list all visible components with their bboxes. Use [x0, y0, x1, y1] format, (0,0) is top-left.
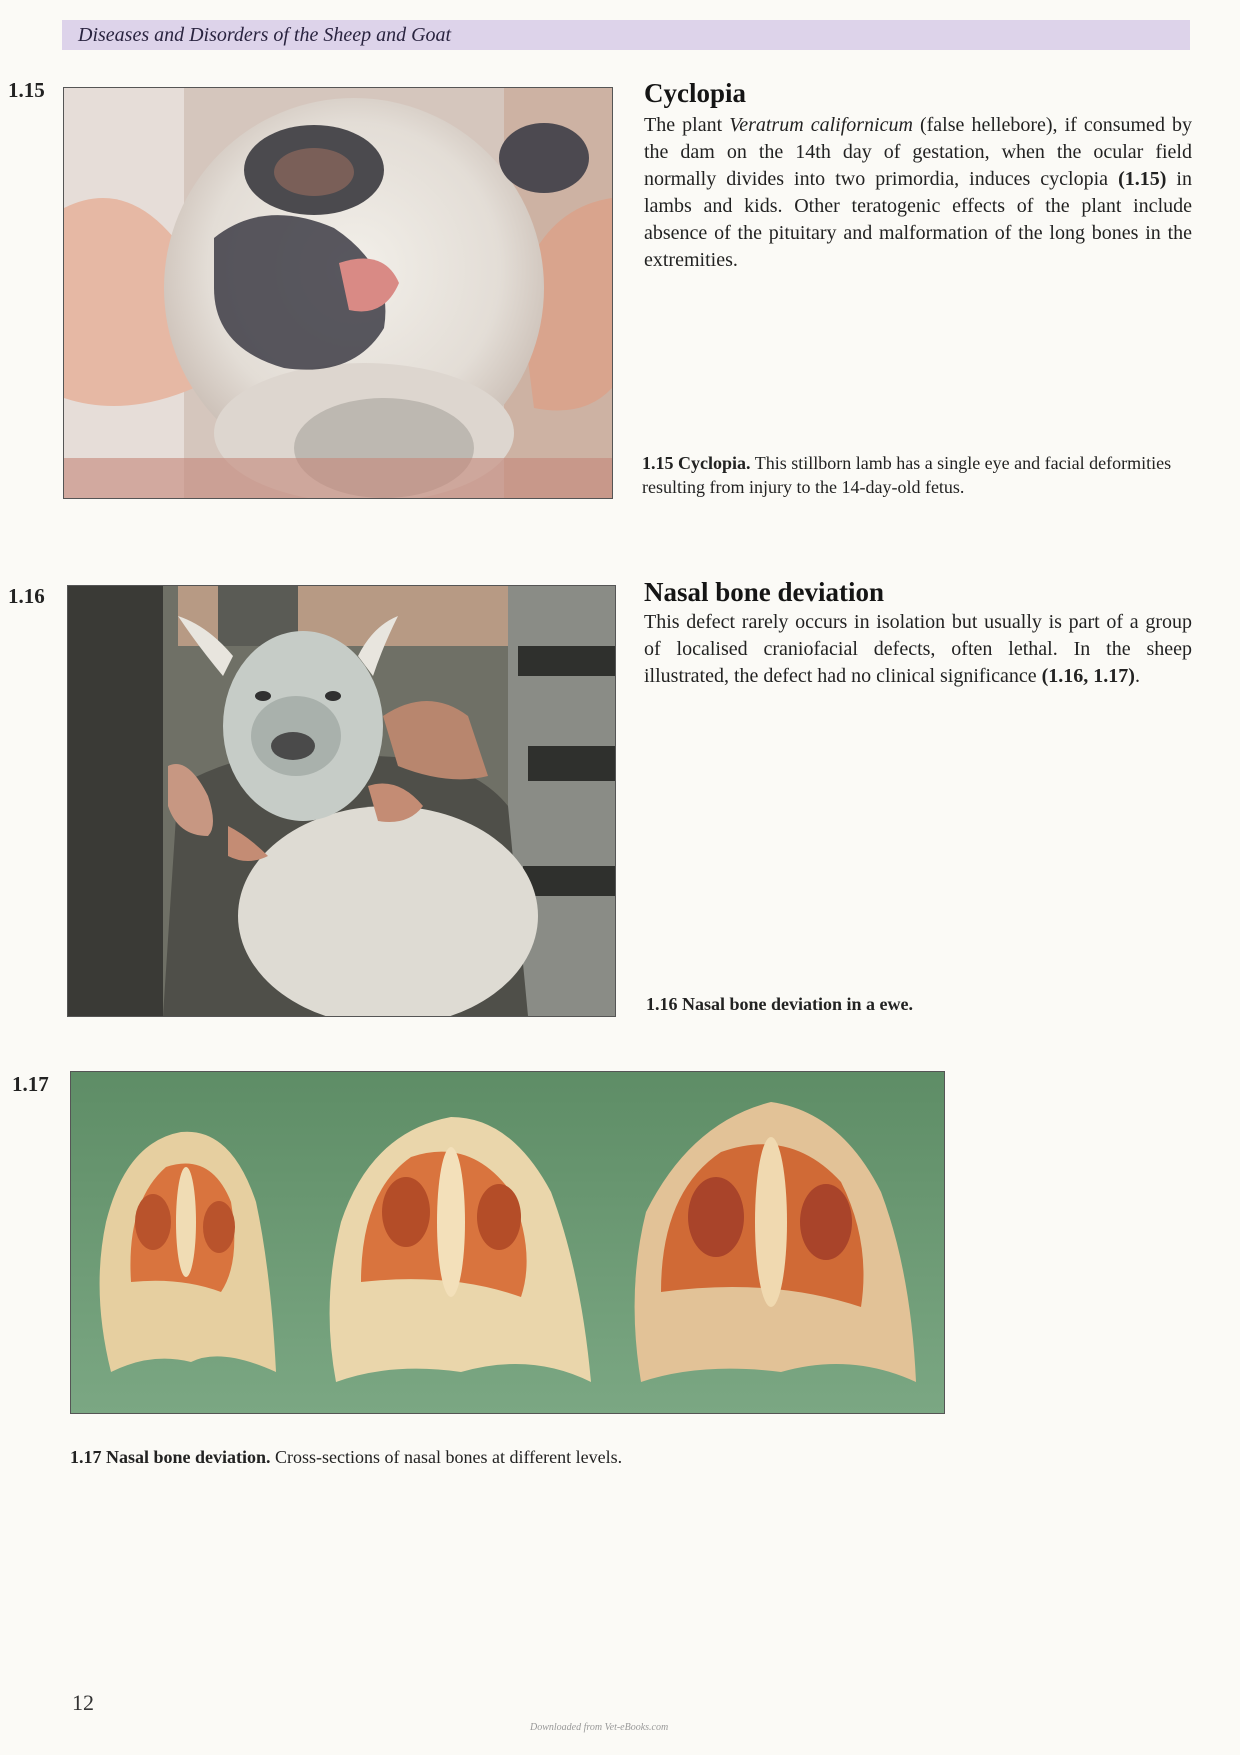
section-title-nasal-bone-deviation: Nasal bone deviation [644, 577, 885, 607]
figure-1-16-photo [67, 585, 616, 1017]
nasal-cross-sections-photo-icon [71, 1072, 944, 1413]
figure-1-17-photo [70, 1071, 945, 1414]
figure-number-1-15: 1.15 [8, 78, 45, 102]
download-watermark: Downloaded from Vet-eBooks.com [530, 1722, 669, 1733]
page-number: 12 [72, 1690, 94, 1715]
figure-1-17-caption: 1.17 Nasal bone deviation. Cross-sections of nasal bones at different levels. [70, 1447, 623, 1467]
figure-1-15-caption: 1.15 Cyclopia. This stillborn lamb has a single eye and facial deformities resulting from injury to the 14-day-old fetus. [642, 453, 1172, 497]
section-body-nasal-bone-deviation: This defect rarely occurs in isolation but usually is part of a group of localised craniofacial defects, often lethal. In the sheep illustrated, the defect had no clinical significance (1.16, 1.17). [644, 611, 1192, 687]
figure-number-1-16: 1.16 [8, 584, 45, 608]
figure-1-16-caption: 1.16 Nasal bone deviation in a ewe. [646, 994, 914, 1014]
figure-number-1-17: 1.17 [12, 1072, 49, 1096]
cyclopic-lamb-photo-icon [64, 88, 612, 498]
section-title-cyclopia: Cyclopia [644, 78, 747, 108]
figure-1-15-photo [63, 87, 613, 499]
running-header [62, 20, 1190, 50]
running-title: Diseases and Disorders of the Sheep and Goat [78, 24, 452, 46]
section-body-cyclopia: The plant Veratrum californicum (false hellebore), if consumed by the dam on the 14th day of gestation, when the ocular field normally divides into two primordia, induces cyclopia (1.15) in lambs and kids. Other teratogenic effects of the plant include absence of the pituitary and malformation of the long bones in the extremities. [644, 114, 1192, 271]
ewe-nasal-deviation-photo-icon [68, 586, 615, 1016]
